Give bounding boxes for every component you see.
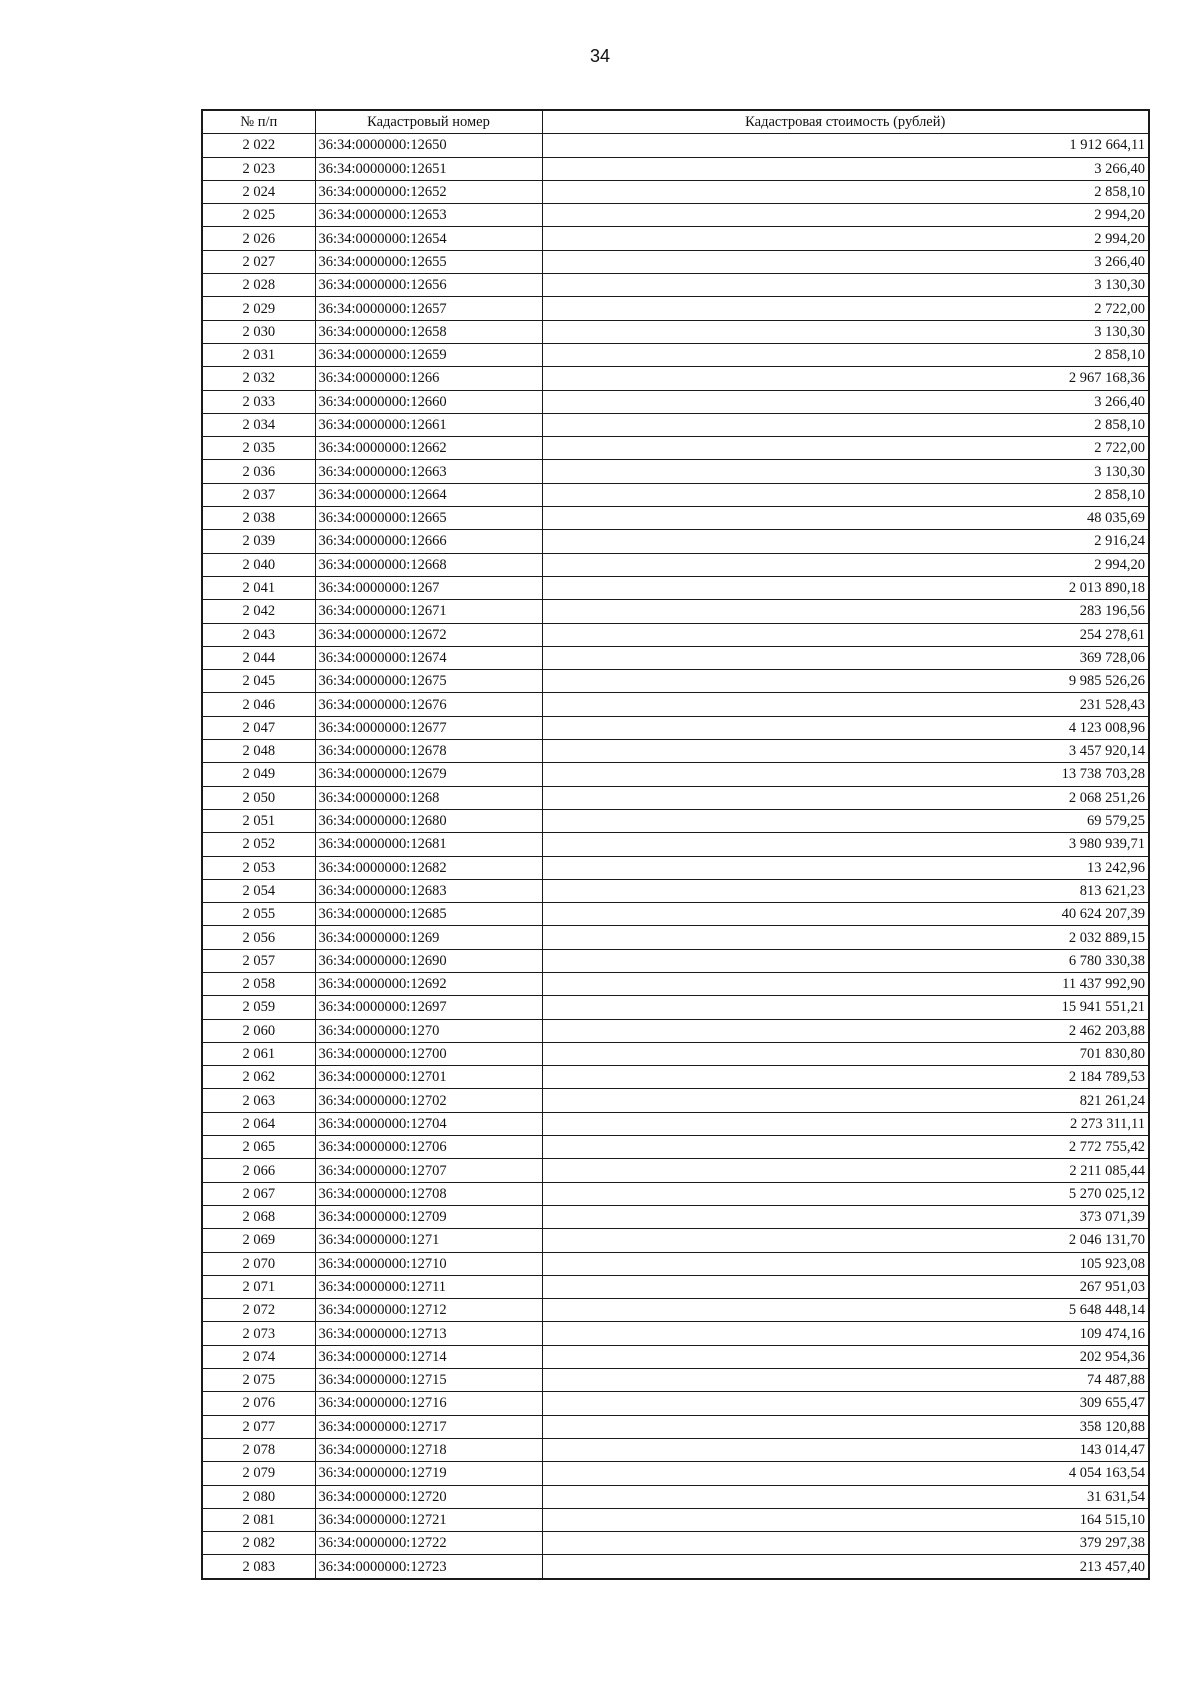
cadastral-value-cell: 2 994,20 [542,204,1149,227]
table-row [202,390,1149,413]
cadastral-value-cell: 13 242,96 [542,856,1149,879]
row-number-cell: 2 032 [202,367,315,390]
cadastral-value-cell: 3 130,30 [542,274,1149,297]
cadastral-number-cell: 36:34:0000000:12682 [315,856,542,879]
table-row [202,1322,1149,1345]
cadastral-value-cell: 143 014,47 [542,1438,1149,1461]
cadastral-number-cell: 36:34:0000000:12697 [315,996,542,1019]
table-row [202,833,1149,856]
table-row [202,343,1149,366]
row-number-cell: 2 054 [202,879,315,902]
row-number-cell: 2 078 [202,1438,315,1461]
header-cadastral-number: Кадастровый номер [315,110,542,134]
cadastral-value-cell: 202 954,36 [542,1345,1149,1368]
table-row [202,1019,1149,1042]
cadastral-value-cell: 3 266,40 [542,250,1149,273]
table-row [202,740,1149,763]
row-number-cell: 2 035 [202,437,315,460]
cadastral-number-cell: 36:34:0000000:12650 [315,134,542,157]
cadastral-value-cell: 2 722,00 [542,297,1149,320]
cadastral-number-cell: 36:34:0000000:12655 [315,250,542,273]
cadastral-value-cell: 213 457,40 [542,1555,1149,1579]
row-number-cell: 2 027 [202,250,315,273]
cadastral-value-cell: 109 474,16 [542,1322,1149,1345]
row-number-cell: 2 038 [202,507,315,530]
table-row [202,763,1149,786]
cadastral-number-cell: 36:34:0000000:12685 [315,903,542,926]
cadastral-value-cell: 813 621,23 [542,879,1149,902]
cadastral-number-cell: 36:34:0000000:12714 [315,1345,542,1368]
table-row [202,413,1149,436]
table-row [202,1205,1149,1228]
row-number-cell: 2 068 [202,1205,315,1228]
cadastral-value-cell: 2 722,00 [542,437,1149,460]
table-row [202,530,1149,553]
cadastral-number-cell: 36:34:0000000:12701 [315,1066,542,1089]
row-number-cell: 2 025 [202,204,315,227]
cadastral-value-table [201,109,1150,1580]
row-number-cell: 2 079 [202,1462,315,1485]
table-row [202,157,1149,180]
cadastral-value-cell: 2 211 085,44 [542,1159,1149,1182]
row-number-cell: 2 026 [202,227,315,250]
cadastral-number-cell: 36:34:0000000:12659 [315,343,542,366]
row-number-cell: 2 071 [202,1275,315,1298]
table-row [202,1182,1149,1205]
table-row [202,483,1149,506]
table-row [202,1252,1149,1275]
row-number-cell: 2 041 [202,576,315,599]
table-row [202,1508,1149,1531]
cadastral-number-cell: 36:34:0000000:12666 [315,530,542,553]
table-row [202,1159,1149,1182]
table-row [202,367,1149,390]
table-row [202,576,1149,599]
table-row [202,1345,1149,1368]
cadastral-number-cell: 36:34:0000000:12664 [315,483,542,506]
table-row [202,297,1149,320]
row-number-cell: 2 023 [202,157,315,180]
cadastral-number-cell: 36:34:0000000:1266 [315,367,542,390]
cadastral-number-cell: 36:34:0000000:12653 [315,204,542,227]
cadastral-value-cell: 373 071,39 [542,1205,1149,1228]
row-number-cell: 2 034 [202,413,315,436]
cadastral-number-cell: 36:34:0000000:12676 [315,693,542,716]
cadastral-value-cell: 2 184 789,53 [542,1066,1149,1089]
header-row [202,110,1149,134]
cadastral-value-cell: 15 941 551,21 [542,996,1149,1019]
cadastral-number-cell: 36:34:0000000:12712 [315,1299,542,1322]
cadastral-value-cell: 369 728,06 [542,646,1149,669]
row-number-cell: 2 044 [202,646,315,669]
cadastral-value-cell: 2 462 203,88 [542,1019,1149,1042]
cadastral-number-cell: 36:34:0000000:12692 [315,972,542,995]
table-row [202,996,1149,1019]
row-number-cell: 2 072 [202,1299,315,1322]
table-row [202,623,1149,646]
table-row [202,227,1149,250]
row-number-cell: 2 037 [202,483,315,506]
cadastral-number-cell: 36:34:0000000:12709 [315,1205,542,1228]
table-row [202,1229,1149,1252]
cadastral-number-cell: 36:34:0000000:12663 [315,460,542,483]
cadastral-number-cell: 36:34:0000000:12700 [315,1042,542,1065]
cadastral-number-cell: 36:34:0000000:1267 [315,576,542,599]
cadastral-number-cell: 36:34:0000000:12677 [315,716,542,739]
row-number-cell: 2 042 [202,600,315,623]
cadastral-number-cell: 36:34:0000000:12718 [315,1438,542,1461]
row-number-cell: 2 031 [202,343,315,366]
cadastral-number-cell: 36:34:0000000:12679 [315,763,542,786]
table-row [202,460,1149,483]
cadastral-number-cell: 36:34:0000000:12723 [315,1555,542,1579]
cadastral-value-cell: 11 437 992,90 [542,972,1149,995]
row-number-cell: 2 051 [202,809,315,832]
row-number-cell: 2 083 [202,1555,315,1579]
table-row [202,437,1149,460]
table-row [202,250,1149,273]
table-row [202,274,1149,297]
cadastral-number-cell: 36:34:0000000:12680 [315,809,542,832]
table-row [202,903,1149,926]
table-row [202,204,1149,227]
row-number-cell: 2 077 [202,1415,315,1438]
cadastral-value-cell: 2 032 889,15 [542,926,1149,949]
row-number-cell: 2 075 [202,1369,315,1392]
cadastral-value-cell: 3 266,40 [542,390,1149,413]
cadastral-value-cell: 821 261,24 [542,1089,1149,1112]
cadastral-value-cell: 5 270 025,12 [542,1182,1149,1205]
cadastral-number-cell: 36:34:0000000:12717 [315,1415,542,1438]
page-number: 34 [589,46,611,66]
cadastral-number-cell: 36:34:0000000:12665 [315,507,542,530]
row-number-cell: 2 046 [202,693,315,716]
row-number-cell: 2 028 [202,274,315,297]
cadastral-number-cell: 36:34:0000000:12674 [315,646,542,669]
row-number-cell: 2 060 [202,1019,315,1042]
cadastral-value-cell: 2 916,24 [542,530,1149,553]
row-number-cell: 2 033 [202,390,315,413]
row-number-cell: 2 043 [202,623,315,646]
cadastral-value-cell: 48 035,69 [542,507,1149,530]
row-number-cell: 2 065 [202,1136,315,1159]
cadastral-number-cell: 36:34:0000000:12651 [315,157,542,180]
table-row [202,1485,1149,1508]
table-header [202,110,1149,134]
cadastral-number-cell: 36:34:0000000:1271 [315,1229,542,1252]
cadastral-number-cell: 36:34:0000000:12656 [315,274,542,297]
table-row [202,693,1149,716]
row-number-cell: 2 062 [202,1066,315,1089]
cadastral-number-cell: 36:34:0000000:12661 [315,413,542,436]
header-row-number: № п/п [202,110,315,134]
cadastral-number-cell: 36:34:0000000:12654 [315,227,542,250]
table-row [202,1066,1149,1089]
cadastral-number-cell: 36:34:0000000:12713 [315,1322,542,1345]
cadastral-number-cell: 36:34:0000000:12668 [315,553,542,576]
cadastral-value-cell: 283 196,56 [542,600,1149,623]
cadastral-number-cell: 36:34:0000000:12715 [315,1369,542,1392]
cadastral-value-cell: 2 967 168,36 [542,367,1149,390]
cadastral-value-cell: 358 120,88 [542,1415,1149,1438]
row-number-cell: 2 030 [202,320,315,343]
table-row [202,1438,1149,1461]
cadastral-value-cell: 6 780 330,38 [542,949,1149,972]
row-number-cell: 2 070 [202,1252,315,1275]
cadastral-number-cell: 36:34:0000000:12657 [315,297,542,320]
cadastral-value-cell: 231 528,43 [542,693,1149,716]
table-row [202,1392,1149,1415]
cadastral-value-cell: 31 631,54 [542,1485,1149,1508]
table-row [202,646,1149,669]
table-row [202,856,1149,879]
table-row [202,180,1149,203]
cadastral-number-cell: 36:34:0000000:12716 [315,1392,542,1415]
cadastral-value-cell: 13 738 703,28 [542,763,1149,786]
cadastral-number-cell: 36:34:0000000:1268 [315,786,542,809]
cadastral-number-cell: 36:34:0000000:12704 [315,1112,542,1135]
table-row [202,1555,1149,1579]
cadastral-value-cell: 267 951,03 [542,1275,1149,1298]
cadastral-number-cell: 36:34:0000000:12683 [315,879,542,902]
table-body [202,134,1149,1579]
cadastral-value-cell: 2 858,10 [542,483,1149,506]
cadastral-number-cell: 36:34:0000000:12720 [315,1485,542,1508]
row-number-cell: 2 066 [202,1159,315,1182]
row-number-cell: 2 057 [202,949,315,972]
cadastral-number-cell: 36:34:0000000:12708 [315,1182,542,1205]
row-number-cell: 2 074 [202,1345,315,1368]
table-row [202,1532,1149,1555]
table-row [202,1136,1149,1159]
cadastral-value-cell: 254 278,61 [542,623,1149,646]
cadastral-value-cell: 2 013 890,18 [542,576,1149,599]
row-number-cell: 2 047 [202,716,315,739]
row-number-cell: 2 055 [202,903,315,926]
table-row [202,134,1149,157]
cadastral-number-cell: 36:34:0000000:12660 [315,390,542,413]
table-row [202,1275,1149,1298]
table-row [202,786,1149,809]
row-number-cell: 2 061 [202,1042,315,1065]
cadastral-number-cell: 36:34:0000000:12671 [315,600,542,623]
cadastral-value-cell: 3 266,40 [542,157,1149,180]
cadastral-value-cell: 2 046 131,70 [542,1229,1149,1252]
row-number-cell: 2 073 [202,1322,315,1345]
cadastral-number-cell: 36:34:0000000:12711 [315,1275,542,1298]
cadastral-value-cell: 4 123 008,96 [542,716,1149,739]
row-number-cell: 2 053 [202,856,315,879]
table-row [202,1112,1149,1135]
row-number-cell: 2 029 [202,297,315,320]
cadastral-value-cell: 3 130,30 [542,320,1149,343]
cadastral-number-cell: 36:34:0000000:1270 [315,1019,542,1042]
table-row [202,926,1149,949]
cadastral-number-cell: 36:34:0000000:12702 [315,1089,542,1112]
row-number-cell: 2 022 [202,134,315,157]
row-number-cell: 2 048 [202,740,315,763]
cadastral-value-cell: 9 985 526,26 [542,670,1149,693]
cadastral-value-cell: 701 830,80 [542,1042,1149,1065]
table-row [202,972,1149,995]
cadastral-value-cell: 3 457 920,14 [542,740,1149,763]
table-row [202,1369,1149,1392]
cadastral-value-cell: 3 130,30 [542,460,1149,483]
cadastral-value-cell: 2 994,20 [542,227,1149,250]
cadastral-number-cell: 36:34:0000000:12722 [315,1532,542,1555]
table-row [202,507,1149,530]
cadastral-value-cell: 105 923,08 [542,1252,1149,1275]
table-row [202,879,1149,902]
row-number-cell: 2 052 [202,833,315,856]
cadastral-value-cell: 2 273 311,11 [542,1112,1149,1135]
cadastral-number-cell: 36:34:0000000:12719 [315,1462,542,1485]
cadastral-value-cell: 3 980 939,71 [542,833,1149,856]
cadastral-number-cell: 36:34:0000000:12678 [315,740,542,763]
cadastral-value-cell: 69 579,25 [542,809,1149,832]
table-row [202,1089,1149,1112]
table-row [202,553,1149,576]
row-number-cell: 2 036 [202,460,315,483]
cadastral-number-cell: 36:34:0000000:12710 [315,1252,542,1275]
cadastral-number-cell: 36:34:0000000:12707 [315,1159,542,1182]
table-row [202,320,1149,343]
table-row [202,716,1149,739]
cadastral-number-cell: 36:34:0000000:12652 [315,180,542,203]
table-row [202,1415,1149,1438]
table-row [202,670,1149,693]
cadastral-value-cell: 2 858,10 [542,343,1149,366]
row-number-cell: 2 082 [202,1532,315,1555]
cadastral-number-cell: 36:34:0000000:12690 [315,949,542,972]
row-number-cell: 2 059 [202,996,315,1019]
table-row [202,1462,1149,1485]
cadastral-number-cell: 36:34:0000000:1269 [315,926,542,949]
row-number-cell: 2 039 [202,530,315,553]
table-row [202,949,1149,972]
row-number-cell: 2 040 [202,553,315,576]
cadastral-value-cell: 309 655,47 [542,1392,1149,1415]
cadastral-number-cell: 36:34:0000000:12721 [315,1508,542,1531]
table-row [202,1042,1149,1065]
table-row [202,1299,1149,1322]
cadastral-value-cell: 1 912 664,11 [542,134,1149,157]
cadastral-value-cell: 74 487,88 [542,1369,1149,1392]
row-number-cell: 2 056 [202,926,315,949]
row-number-cell: 2 064 [202,1112,315,1135]
row-number-cell: 2 067 [202,1182,315,1205]
table-row [202,600,1149,623]
cadastral-value-cell: 2 772 755,42 [542,1136,1149,1159]
cadastral-value-cell: 2 858,10 [542,180,1149,203]
row-number-cell: 2 058 [202,972,315,995]
row-number-cell: 2 024 [202,180,315,203]
cadastral-value-cell: 2 068 251,26 [542,786,1149,809]
row-number-cell: 2 069 [202,1229,315,1252]
row-number-cell: 2 049 [202,763,315,786]
table-row [202,809,1149,832]
cadastral-value-cell: 379 297,38 [542,1532,1149,1555]
row-number-cell: 2 081 [202,1508,315,1531]
header-cadastral-value: Кадастровая стоимость (рублей) [542,110,1149,134]
row-number-cell: 2 076 [202,1392,315,1415]
cadastral-value-cell: 40 624 207,39 [542,903,1149,926]
cadastral-value-cell: 2 858,10 [542,413,1149,436]
cadastral-number-cell: 36:34:0000000:12672 [315,623,542,646]
cadastral-value-cell: 5 648 448,14 [542,1299,1149,1322]
row-number-cell: 2 050 [202,786,315,809]
cadastral-number-cell: 36:34:0000000:12662 [315,437,542,460]
row-number-cell: 2 080 [202,1485,315,1508]
cadastral-value-cell: 164 515,10 [542,1508,1149,1531]
row-number-cell: 2 063 [202,1089,315,1112]
cadastral-value-cell: 4 054 163,54 [542,1462,1149,1485]
cadastral-number-cell: 36:34:0000000:12681 [315,833,542,856]
row-number-cell: 2 045 [202,670,315,693]
cadastral-number-cell: 36:34:0000000:12706 [315,1136,542,1159]
cadastral-number-cell: 36:34:0000000:12675 [315,670,542,693]
cadastral-value-cell: 2 994,20 [542,553,1149,576]
cadastral-number-cell: 36:34:0000000:12658 [315,320,542,343]
